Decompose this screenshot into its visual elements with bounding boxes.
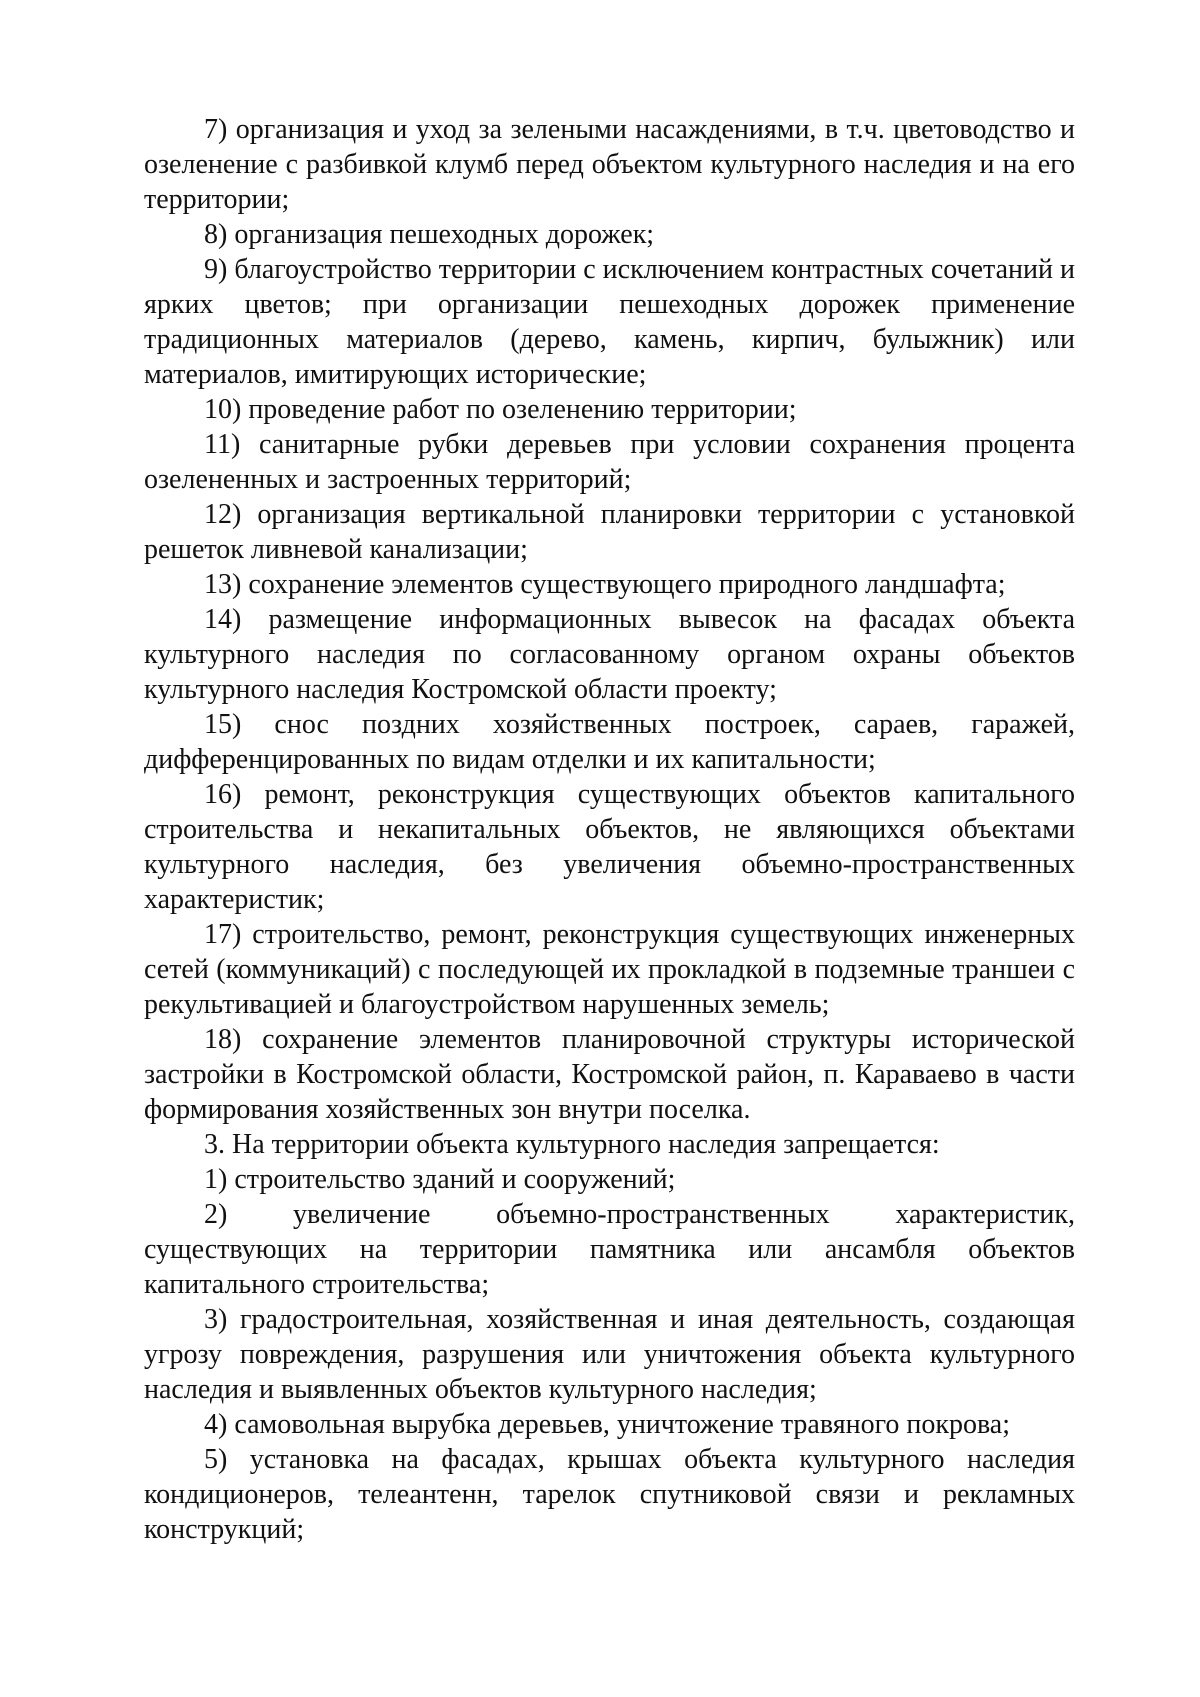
document-page [144,112,1075,1547]
paragraph-item-14: 14) размещение информационных вывесок на фасадах объекта культурного наследия по согласованному органом охраны объектов культурного наследия Костромской области проекту; [144,604,1075,705]
paragraph-item-17: 17) строительство, ремонт, реконструкция существующих инженерных сетей (коммуникаций) с последующей их прокладкой в подземные траншеи с рекультивацией и благоустройством нарушенных земель; [144,919,1075,1020]
prohibition-item-5: 5) установка на фасадах, крышах объекта культурного наследия кондиционеров, телеантенн, тарелок спутниковой связи и рекламных конструкций; [144,1444,1075,1545]
paragraph-item-10: 10) проведение работ по озеленению территории; [204,394,797,425]
paragraph-item-7: 7) организация и уход за зелеными насаждениями, в т.ч. цветоводство и озеленение с разбивкой клумб перед объектом культурного наследия и на его территории; [144,114,1075,215]
paragraph-item-11: 11) санитарные рубки деревьев при условии сохранения процента озелененных и застроенных территорий; [144,429,1075,495]
paragraph-item-16: 16) ремонт, реконструкция существующих объектов капитального строительства и некапитальных объектов, не являющихся объектами культурного наследия, без увеличения объемно-пространственных характеристик; [144,779,1075,915]
prohibition-item-2: 2) увеличение объемно-пространственных характеристик, существующих на территории памятника или ансамбля объектов капитального строительства; [144,1199,1075,1300]
paragraph-item-13: 13) сохранение элементов существующего природного ландшафта; [204,569,1006,600]
prohibition-item-4: 4) самовольная вырубка деревьев, уничтожение травяного покрова; [204,1409,1010,1440]
paragraph-item-18: 18) сохранение элементов планировочной структуры исторической застройки в Костромской области, Костромской район, п. Караваево в части формирования хозяйственных зон внутри поселка. [144,1024,1075,1125]
paragraph-item-9: 9) благоустройство территории с исключением контрастных сочетаний и ярких цветов; при организации пешеходных дорожек применение традиционных материалов (дерево, камень, кирпич, булыжник) или материалов, имитирующих исторические; [144,254,1075,390]
prohibition-item-1: 1) строительство зданий и сооружений; [204,1164,676,1195]
paragraph-item-15: 15) снос поздних хозяйственных построек, сараев, гаражей, дифференцированных по видам отделки и их капитальности; [144,709,1075,775]
paragraph-item-8: 8) организация пешеходных дорожек; [204,219,655,250]
paragraph-item-12: 12) организация вертикальной планировки территории с установкой решеток ливневой канализации; [144,499,1075,565]
prohibition-item-3: 3) градостроительная, хозяйственная и иная деятельность, создающая угрозу повреждения, разрушения или уничтожения объекта культурного наследия и выявленных объектов культурного наследия; [144,1304,1075,1405]
section-heading-3: 3. На территории объекта культурного наследия запрещается: [204,1129,940,1160]
